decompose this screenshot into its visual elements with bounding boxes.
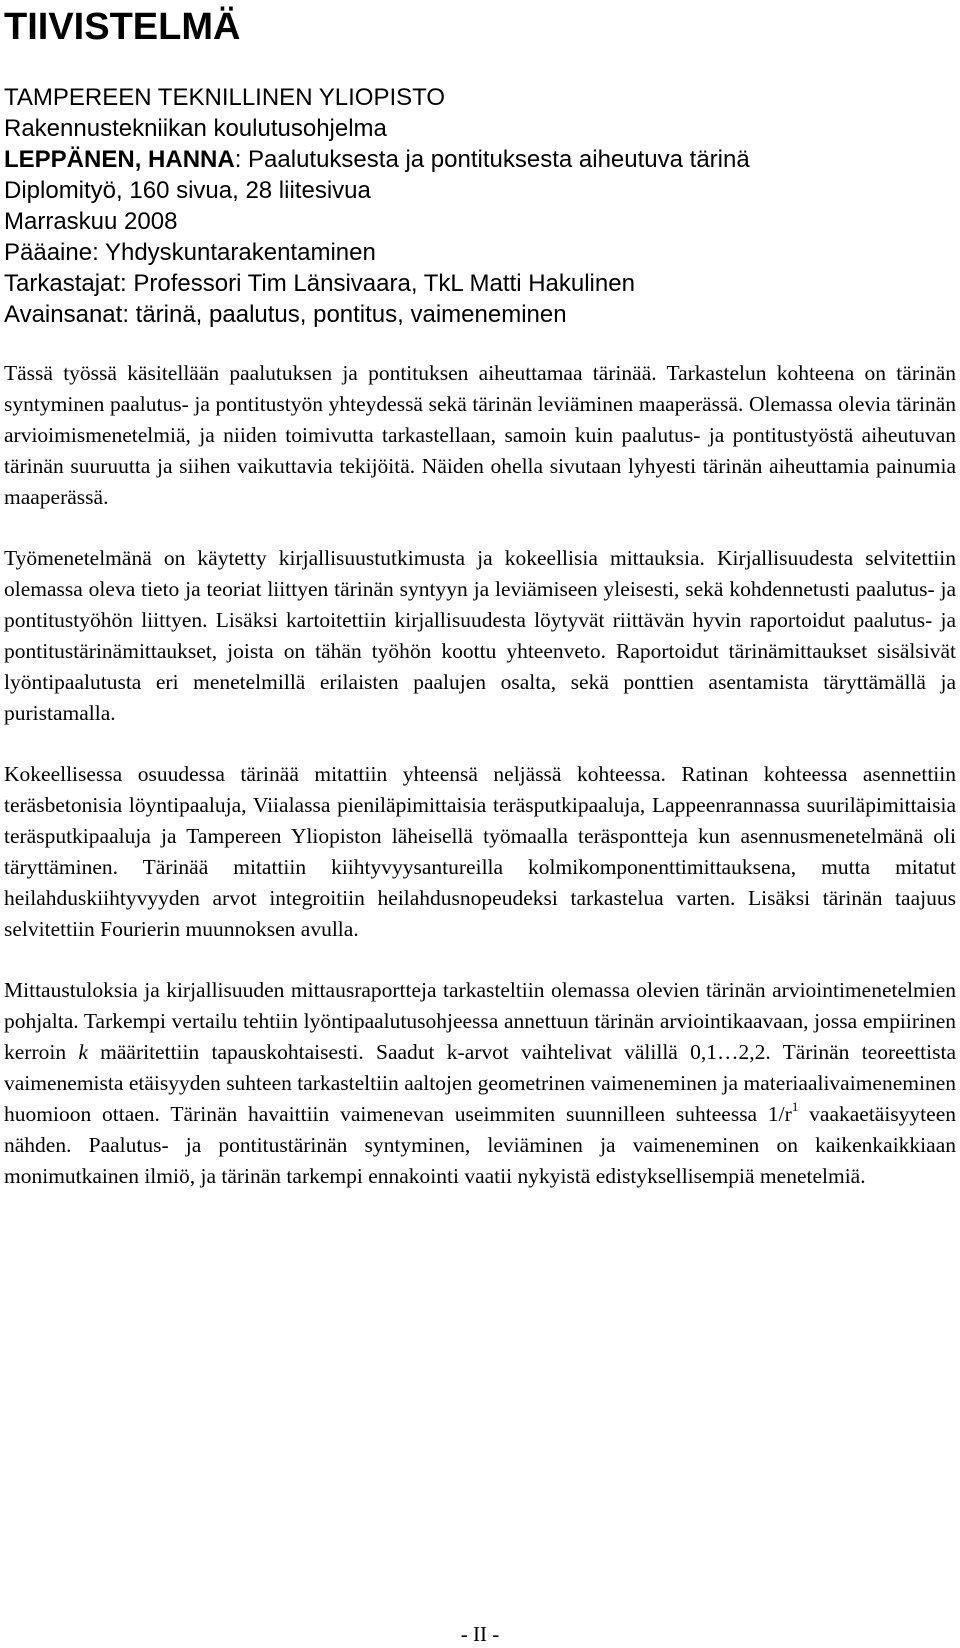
abstract-paragraph-1: Tässä työssä käsitellään paalutuksen ja pontituksen aiheuttamaa tärinää. Tarkastelun kohteena on tärinän syntyminen paalutus- ja pontitustyön yhteydessä sekä tärinän leviäminen maaperässä. Olemassa olevia tärinän arvioimismenetelmiä, ja niiden toimivutta tarkastellaan, samoin kuin paalutus- ja pontitustyöstä aiheutuvan tärinän suuruutta ja siihen vaikuttavia tekijöitä. Näiden ohella sivutaan lyhyesti tärinän aiheuttamia painumia maaperässä. — [4, 361, 956, 509]
abstract-paragraph-2: Työmenetelmänä on käytetty kirjallisuustutkimusta ja kokeellisia mittauksia. Kirjallisuudesta selvitettiin olemassa oleva tieto ja teoriat liittyen tärinän syntyyn ja leviämiseen yleisesti, sekä kohdennetusti paalutus- ja pontitustyöhön liittyen. Lisäksi kartoitettiin kirjallisuudesta löytyvät riittävän hyvin raportoidut paalutus- ja pontitustärinämittaukset, joista on tähän työhön koottu yhteenveto. Raportoidut tärinämittaukset sisälsivät lyöntipaalutusta eri menetelmillä erilaisten paalujen osalta, sekä ponttien asentamista täryttämällä ja puristamalla. — [4, 546, 956, 725]
abstract-paragraph-4 — [4, 975, 956, 1192]
thesis-title: Paalutuksesta ja pontituksesta aiheutuva tärinä — [248, 146, 750, 173]
degree-programme: Rakennustekniikan koulutusohjelma — [4, 115, 387, 142]
university-name: TAMPEREEN TEKNILLINEN YLIOPISTO — [4, 84, 446, 111]
author-and-title — [4, 144, 944, 175]
coefficient-k: k — [78, 1040, 88, 1064]
page-title: TIIVISTELMÄ — [4, 6, 241, 48]
thesis-metadata — [4, 82, 944, 330]
paragraph-4-part-c: vaakaetäisyyteen nähden. Paalutus- ja pontitustärinän syntyminen, leviäminen ja vaimeneminen on kaikenkaikkiaan monimutkainen ilmiö, ja tärinän tarkempi ennakointi vaatii nykyistä edistyksellisempiä menetelmiä. — [4, 1102, 956, 1188]
exponent-superscript: 1 — [791, 1098, 799, 1114]
examiners: Tarkastajat: Professori Tim Länsivaara, TkL Matti Hakulinen — [4, 270, 635, 297]
author-separator: : — [234, 146, 249, 173]
author-name: LEPPÄNEN, HANNA — [4, 146, 235, 173]
thesis-info: Diplomityö, 160 sivua, 28 liitesivua — [4, 177, 371, 204]
abstract-paragraph-3: Kokeellisessa osuudessa tärinää mitattiin yhteensä neljässä kohteessa. Ratinan kohteessa asennettiin teräsbetonisia löyntipaaluja, Viialassa pieniläpimittaisia teräsputkipaaluja, Lappeenrannassa suuriläpimittaisia teräsputkipaaluja ja Tampereen Yliopiston läheisellä työmaalla teräspontteja kun asennusmenetelmänä oli täryttäminen. Tärinää mitattiin kiihtyvyysantureilla kolmikomponenttimittauksena, mutta mitatut heilahduskiihtyvyyden arvot integroitiin heilahdusnopeudeksi tarkastelua varten. Lisäksi tärinän taajuus selvitettiin Fourierin muunnoksen avulla. — [4, 762, 956, 941]
page-number: - II - — [460, 1622, 500, 1646]
keywords: Avainsanat: tärinä, paalutus, pontitus, vaimeneminen — [4, 301, 567, 328]
abstract-body — [4, 358, 956, 1222]
paragraph-4-part-a: Mittaustuloksia ja kirjallisuuden mittausraportteja tarkasteltiin olemassa olevien tärinän arviointimenetelmien pohjalta. Tarkempi vertailu tehtiin lyöntipaalutusohjeessa annettuun tärinän arviointikaavaan, jossa empiirinen kerroin — [4, 978, 956, 1064]
thesis-date: Marraskuu 2008 — [4, 208, 178, 235]
paragraph-4-part-b: määritettiin tapauskohtaisesti. Saadut k-arvot vaihtelivat välillä 0,1…2,2. Tärinän teoreettista vaimenemista etäisyyden suhteen tarkasteltiin aaltojen geometrinen vaimeneminen ja materiaalivaimeneminen huomioon ottaen. Tärinän havaittiin vaimenevan useimmiten suunnilleen suhteessa 1/r — [4, 1040, 956, 1126]
major-subject: Pääaine: Yhdyskuntarakentaminen — [4, 239, 376, 266]
